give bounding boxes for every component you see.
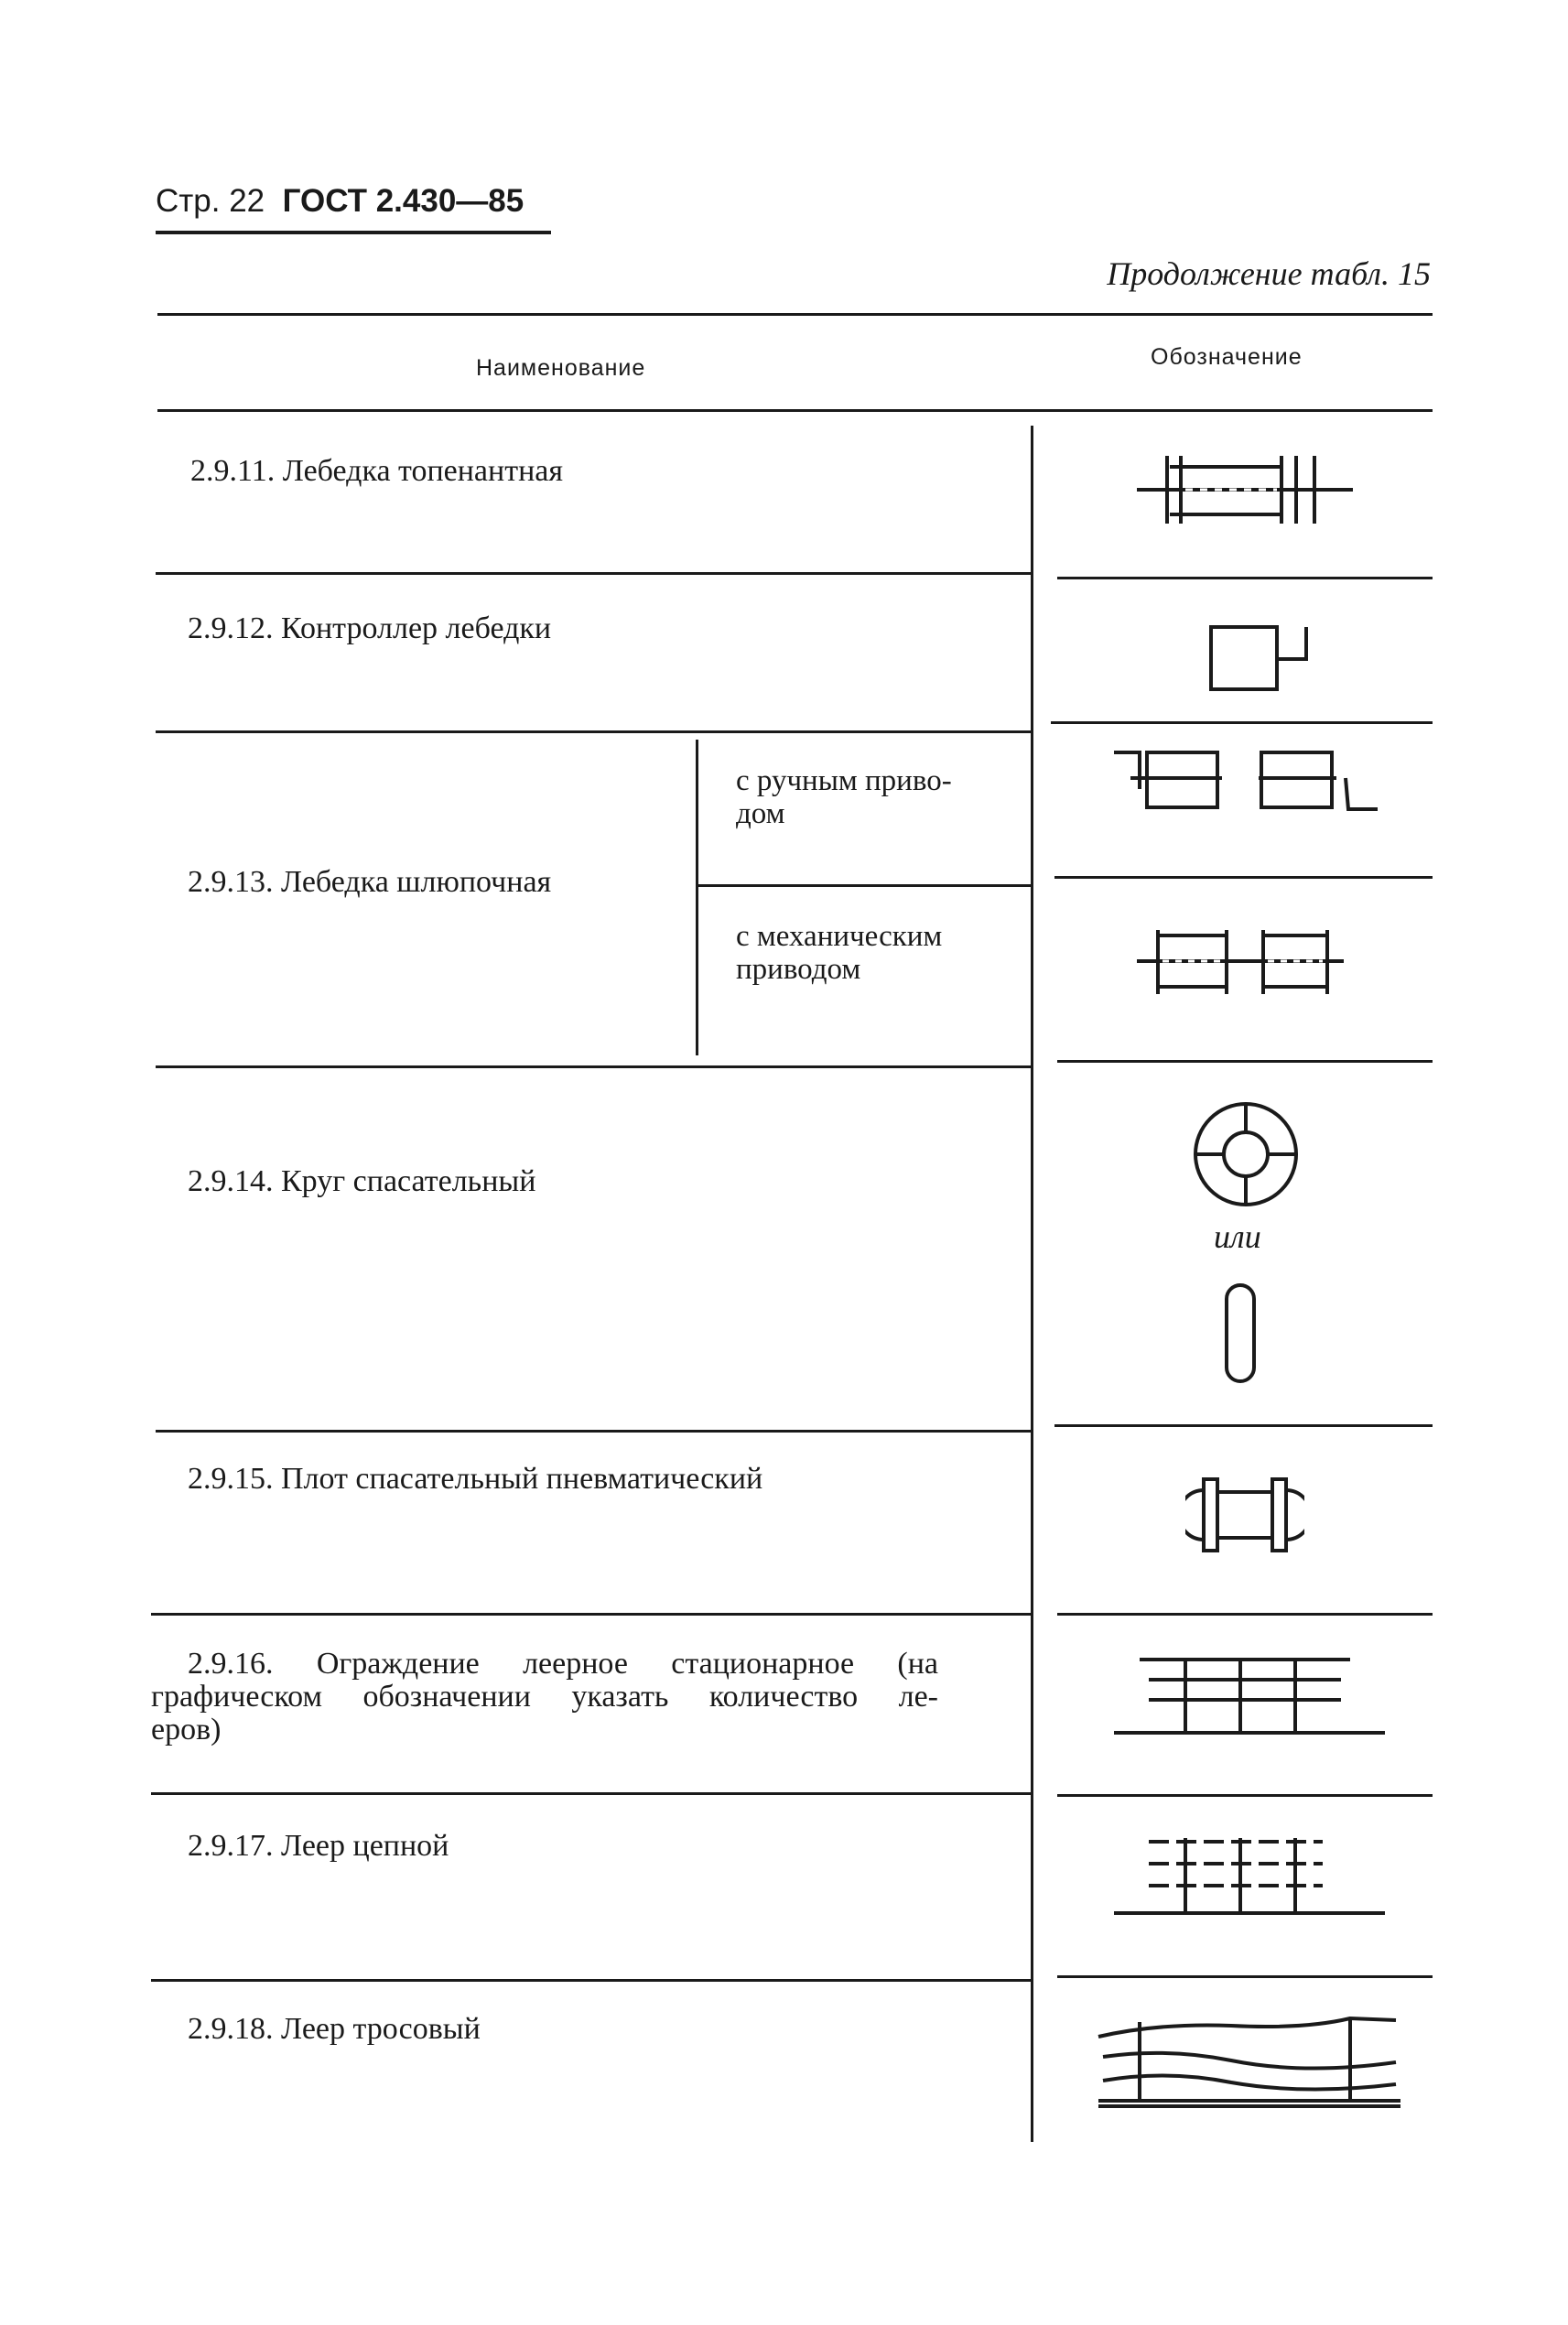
column-header-symbol: Обозначение (1151, 344, 1303, 370)
variant-mechanical-drive (736, 920, 942, 986)
row-2-9-12-label: 2.9.12. Контроллер лебедки (188, 611, 552, 645)
row-2-9-13-label: 2.9.13. Лебедка шлюпочная (188, 865, 552, 899)
row-2-9-16-label (151, 1648, 938, 1746)
header-underline (156, 231, 551, 234)
wire-rope-rail-symbol (1094, 2009, 1405, 2114)
page-header (156, 183, 524, 220)
row-rule (1054, 1424, 1433, 1427)
row-2-9-16-line1: 2.9.16. Ограждение леерное стационарное (на (188, 1647, 938, 1681)
variant-rule (697, 884, 1031, 887)
column-divider (1031, 426, 1033, 2142)
standard-code: ГОСТ 2.430—85 (282, 183, 524, 219)
table-header-rule (157, 409, 1433, 412)
row-2-9-11-label: 2.9.11. Лебедка топенантная (190, 454, 564, 488)
row-rule (1057, 1975, 1433, 1978)
page-number: Стр. 22 (156, 183, 265, 219)
row-2-9-17-label: 2.9.17. Леер цепной (188, 1829, 449, 1863)
boat-winch-manual-symbol (1112, 743, 1378, 816)
variant-manual-line2: дом (736, 797, 785, 830)
variant-divider (696, 740, 698, 1055)
row-rule (151, 1979, 1031, 1982)
lifebuoy-ring-symbol (1188, 1097, 1303, 1212)
topping-winch-symbol (1135, 449, 1355, 531)
row-rule (156, 572, 1031, 575)
row-rule (151, 1792, 1031, 1795)
inflatable-raft-symbol (1185, 1474, 1304, 1556)
row-rule (1057, 1613, 1433, 1616)
row-2-9-14-label: 2.9.14. Круг спасательный (188, 1164, 536, 1198)
row-rule (1054, 876, 1433, 879)
alternative-word-or: или (1214, 1218, 1261, 1255)
variant-mechanical-line2: приводом (736, 953, 861, 986)
row-rule (1057, 1794, 1433, 1797)
row-2-9-16-line3: еров) (151, 1713, 222, 1746)
column-header-name: Наименование (476, 355, 646, 381)
row-2-9-15-label: 2.9.15. Плот спасательный пневматический (188, 1462, 763, 1496)
variant-manual-line1: с ручным приво- (736, 764, 952, 797)
row-rule (151, 1613, 1031, 1616)
variant-mechanical-line1: с механическим (736, 920, 943, 953)
row-rule (1057, 577, 1433, 579)
row-rule (156, 1430, 1031, 1433)
variant-manual-drive (736, 764, 952, 830)
lifebuoy-oval-symbol (1217, 1281, 1263, 1387)
row-2-9-16-line2: графическом обозначении указать количество ле- (151, 1680, 938, 1714)
row-rule (156, 1065, 1031, 1068)
row-rule (1057, 1060, 1433, 1063)
table-continuation-label: Продолжение табл. 15 (1107, 255, 1431, 292)
table-top-rule (157, 313, 1433, 316)
chain-rail-symbol (1112, 1831, 1387, 1922)
row-rule (1051, 721, 1433, 724)
row-rule (156, 730, 1031, 733)
row-2-9-18-label: 2.9.18. Леер тросовый (188, 2012, 481, 2046)
boat-winch-mechanical-symbol (1135, 925, 1346, 998)
winch-controller-symbol (1204, 618, 1314, 696)
stationary-railing-symbol (1112, 1652, 1387, 1739)
